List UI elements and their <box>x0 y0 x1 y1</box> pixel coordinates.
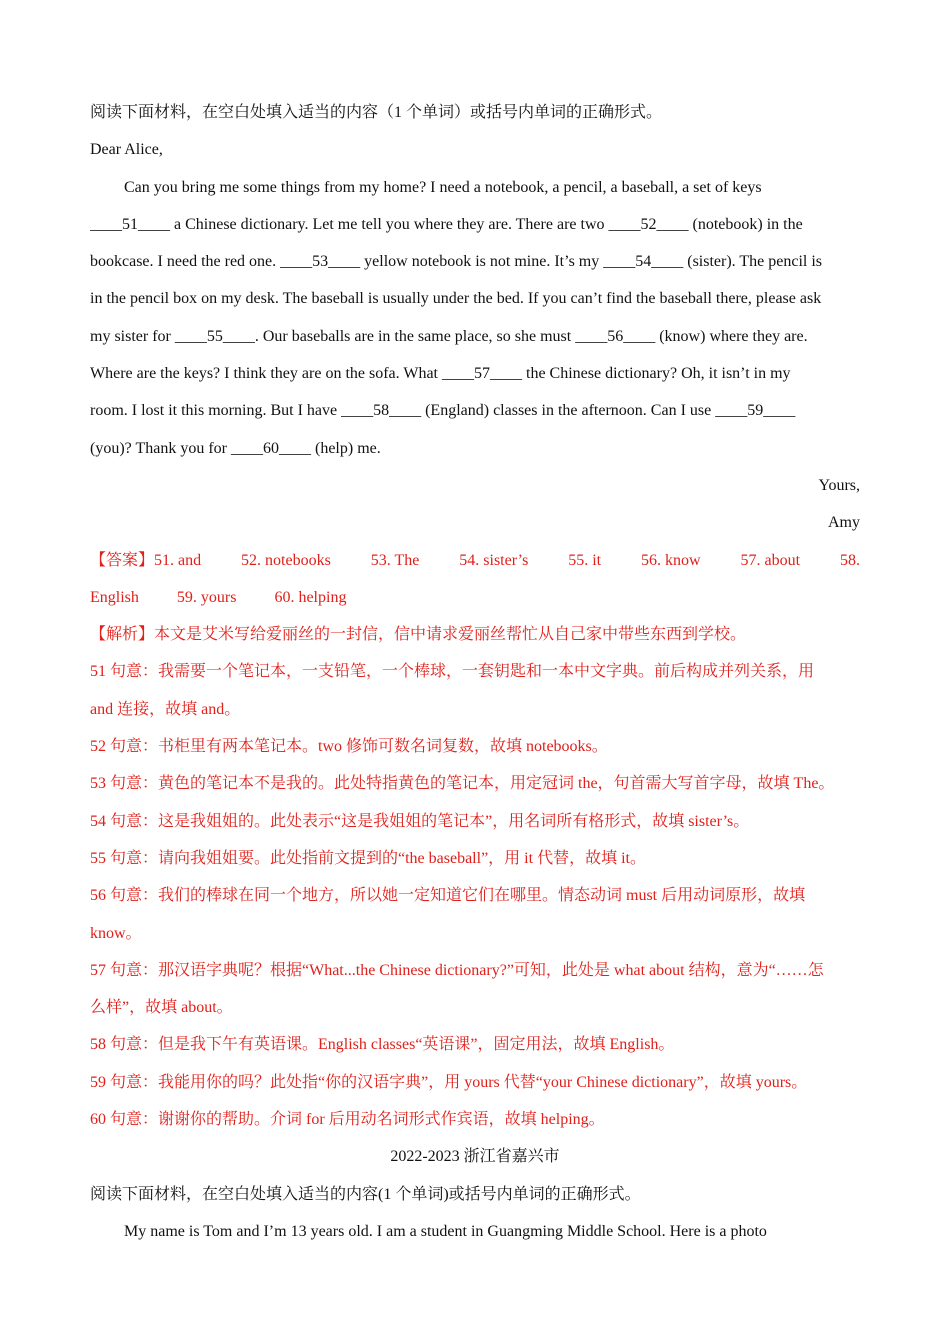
answer-row <box>90 542 860 579</box>
analysis-line: know。 <box>90 924 142 942</box>
answer-item: 58. <box>840 551 860 569</box>
answer-item: 60. helping <box>274 588 347 606</box>
answer-item: 52. notebooks <box>241 551 331 569</box>
analysis-line: 55 句意：请向我姐姐要。此处指前文提到的“the baseball”，用 it 代替，故填 it。 <box>90 849 646 867</box>
instruction: 阅读下面材料，在空白处填入适当的内容（1 个单词）或括号内单词的正确形式。 <box>90 104 663 121</box>
section-instruction: 阅读下面材料，在空白处填入适当的内容(1 个单词)或括号内单词的正确形式。 <box>90 1185 641 1203</box>
answer-item: 51. and <box>154 551 202 569</box>
letter-closing: Yours, <box>818 476 860 494</box>
answer-item: English <box>90 588 139 606</box>
analysis-line: and 连接，故填 and。 <box>90 700 241 718</box>
letter-line: in the pencil box on my desk. The baseball is usually under the bed. If you can’t find the baseball there, please ask <box>90 290 822 308</box>
answer-item: 54. sister’s <box>459 551 529 569</box>
analysis-line: 51 句意：我需要一个笔记本，一支铅笔，一个棒球，一套钥匙和一本中文字典。前后构成并列关系，用 <box>90 663 815 681</box>
letter-line: Where are the keys? I think they are on the sofa. What ____57____ the Chinese dictionary? Oh, it isn’t in my <box>90 365 791 383</box>
answer-item: 55. it <box>568 551 602 569</box>
answer-item: 53. The <box>370 551 420 569</box>
analysis-line: 52 句意：书柜里有两本笔记本。two 修饰可数名词复数，故填 notebooks。 <box>90 738 608 756</box>
answer-row <box>90 579 860 616</box>
analysis-line: 56 句意：我们的棒球在同一个地方，所以她一定知道它们在哪里。情态动词 must 后用动词原形，故填 <box>90 887 806 905</box>
analysis-line: 57 句意：那汉语字典呢？根据“What...the Chinese dictionary?”可知，此处是 what about 结构，意为“……怎 <box>90 961 824 979</box>
analysis-line: 60 句意：谢谢你的帮助。介词 for 后用动名词形式作宾语，故填 helping。 <box>90 1111 605 1129</box>
answer-item: 57. about <box>740 551 801 569</box>
analysis-line: 59 句意：我能用你的吗？此处指“你的汉语字典”，用 yours 代替“your Chinese dictionary”，故填 yours。 <box>90 1073 808 1091</box>
letter-line: room. I lost it this morning. But I have ____58____ (England) classes in the afternoon. Can I use ____59____ <box>90 402 796 420</box>
passage-line: My name is Tom and I’m 13 years old. I am a student in Guangming Middle School. Here is a photo <box>124 1222 767 1240</box>
letter-line: Can you bring me some things from my home? I need a notebook, a pencil, a baseball, a set of keys <box>124 178 762 196</box>
analysis-line: 58 句意：但是我下午有英语课。English classes“英语课”，固定用法，故填 English。 <box>90 1036 675 1054</box>
letter-greeting: Dear Alice, <box>90 141 163 159</box>
answer-label: 【答案】 <box>90 551 155 569</box>
analysis-line: 么样”，故填 about。 <box>90 999 233 1017</box>
analysis-line: 53 句意：黄色的笔记本不是我的。此处特指黄色的笔记本，用定冠词 the，句首需大写首字母，故填 The。 <box>90 775 835 793</box>
letter-signature: Amy <box>828 514 860 532</box>
section-heading: 2022-2023 浙江省嘉兴市 <box>390 1148 560 1166</box>
letter-line: bookcase. I need the red one. ____53____ yellow notebook is not mine. It’s my ____54____ (sister). The pencil is <box>90 253 823 271</box>
analysis-label: 【解析】 <box>90 626 155 644</box>
letter-line: ____51____ a Chinese dictionary. Let me tell you where they are. There are two ____52____ (notebook) in the <box>90 215 803 233</box>
analysis-intro-line <box>90 616 860 653</box>
answer-item: 59. yours <box>176 588 237 606</box>
analysis-line: 54 句意：这是我姐姐的。此处表示“这是我姐姐的笔记本”，用名词所有格形式，故填 sister’s。 <box>90 812 750 830</box>
letter-line: (you)? Thank you for ____60____ (help) me. <box>90 439 381 457</box>
answer-item: 56. know <box>641 551 701 569</box>
analysis-intro: 本文是艾米写给爱丽丝的一封信，信中请求爱丽丝帮忙从自己家中带些东西到学校。 <box>154 626 747 644</box>
document-page <box>90 94 860 1250</box>
letter-line: my sister for ____55____. Our baseballs are in the same place, so she must ____56____ (know) where they are. <box>90 327 808 345</box>
